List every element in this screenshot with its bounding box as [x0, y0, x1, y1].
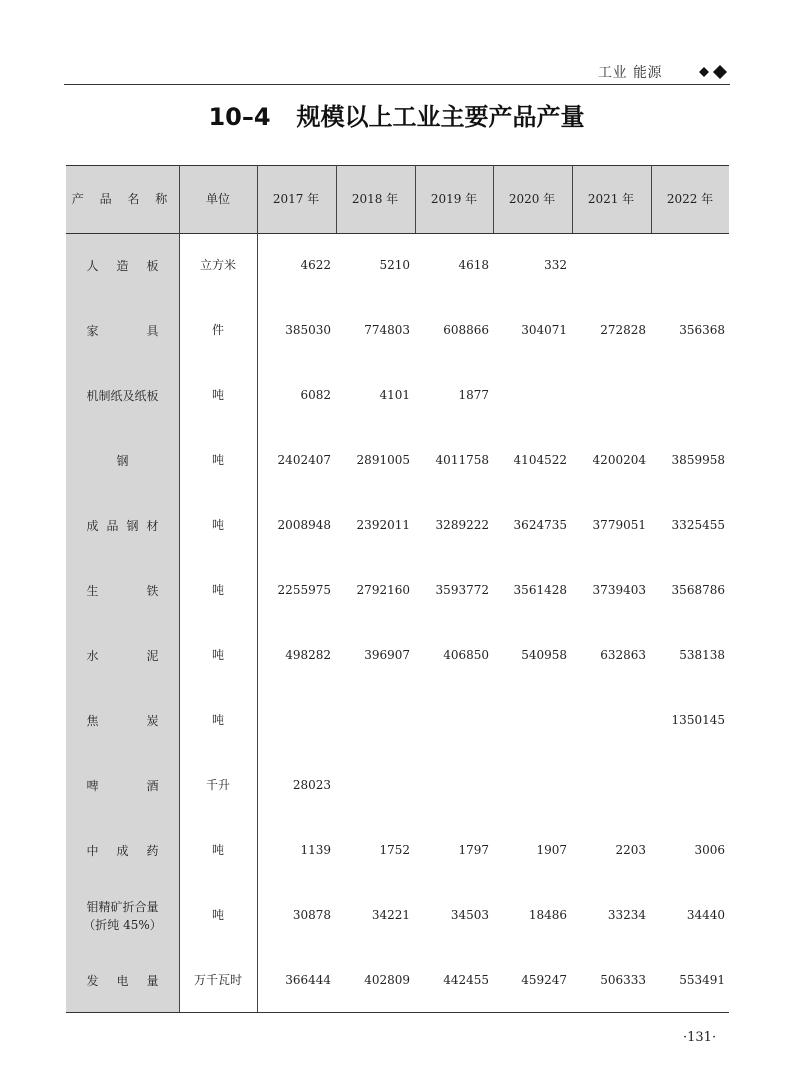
value-cell: 33234	[607, 908, 646, 922]
product-name-char: 量	[146, 974, 159, 988]
table-row	[66, 233, 729, 298]
value-cell: 304071	[521, 323, 567, 337]
value-cell: 34440	[686, 908, 725, 922]
value-cell: 402809	[364, 973, 410, 987]
product-name-char: 电	[116, 974, 129, 988]
product-name-char: 发	[86, 974, 99, 988]
product-name-char: 成	[116, 844, 129, 858]
unit-cell: 吨	[211, 583, 224, 597]
value-cell: 406850	[443, 648, 489, 662]
value-cell: 2792160	[356, 583, 410, 597]
table-row	[66, 883, 729, 948]
unit-cell: 立方米	[199, 258, 236, 272]
table-row	[66, 493, 729, 558]
value-cell: 4618	[458, 258, 489, 272]
value-cell: 553491	[679, 973, 725, 987]
table-row	[66, 948, 729, 1013]
product-name-cell	[66, 233, 179, 298]
value-cell	[572, 688, 650, 753]
value-cell: 4622	[300, 258, 331, 272]
value-cell: 498282	[285, 648, 331, 662]
header-rule	[64, 84, 730, 85]
value-cell: 4104522	[513, 453, 567, 467]
table-row	[66, 753, 729, 818]
product-name-cell	[66, 948, 179, 1013]
product-name-cell	[66, 883, 179, 948]
header-unit: 单位	[205, 192, 230, 206]
value-cell	[415, 688, 493, 753]
unit-cell: 件	[211, 323, 224, 337]
value-cell: 3561428	[513, 583, 567, 597]
value-cell: 2392011	[356, 518, 410, 532]
value-cell: 3739403	[592, 583, 646, 597]
table-row	[66, 623, 729, 688]
product-name-char: 生	[86, 584, 99, 598]
product-name-char: 造	[116, 259, 129, 273]
product-name-char: 铁	[146, 584, 159, 598]
value-cell	[493, 363, 571, 428]
unit-cell: 吨	[211, 388, 224, 402]
value-cell: 1139	[300, 843, 331, 857]
value-cell	[651, 363, 729, 428]
value-cell: 366444	[285, 973, 331, 987]
header-year: 2017 年	[272, 192, 320, 206]
product-name-cell	[66, 558, 179, 623]
value-cell: 6082	[300, 388, 331, 402]
value-cell: 1752	[379, 843, 410, 857]
value-cell	[572, 363, 650, 428]
product-name-char: 具	[146, 324, 159, 338]
value-cell: 459247	[521, 973, 567, 987]
unit-cell: 吨	[211, 908, 224, 922]
product-name-cell	[66, 363, 179, 428]
product-name: 钢	[116, 454, 129, 468]
value-cell: 3006	[694, 843, 725, 857]
value-cell	[257, 688, 335, 753]
value-cell	[572, 233, 650, 298]
value-cell: 1350145	[671, 713, 725, 727]
table-number: 10–4	[208, 103, 271, 131]
value-cell: 28023	[292, 778, 331, 792]
table-row	[66, 363, 729, 428]
product-name-char: 药	[146, 844, 159, 858]
value-cell: 18486	[528, 908, 567, 922]
value-cell: 272828	[600, 323, 646, 337]
product-name-char: 板	[146, 259, 159, 273]
product-name-cell	[66, 753, 179, 818]
product-name: 机制纸及纸板	[86, 389, 159, 403]
value-cell: 332	[544, 258, 567, 272]
product-name-cell	[66, 298, 179, 363]
product-name-char: 材	[146, 519, 159, 533]
value-cell: 396907	[364, 648, 410, 662]
product-name-char: 中	[86, 844, 99, 858]
unit-cell: 吨	[211, 648, 224, 662]
value-cell: 5210	[379, 258, 410, 272]
value-cell: 356368	[679, 323, 725, 337]
value-cell: 2255975	[277, 583, 331, 597]
value-cell: 3289222	[435, 518, 489, 532]
product-name-cell	[66, 688, 179, 753]
unit-cell: 吨	[211, 843, 224, 857]
value-cell: 540958	[521, 648, 567, 662]
page-title	[0, 97, 793, 132]
value-cell: 30878	[292, 908, 331, 922]
diamond-pair-icon	[699, 64, 731, 80]
value-cell	[572, 753, 650, 818]
value-cell: 3568786	[671, 583, 725, 597]
product-name-line: 钼精矿折合量	[86, 899, 159, 914]
value-cell: 3779051	[592, 518, 646, 532]
value-cell: 608866	[443, 323, 489, 337]
table-row	[66, 298, 729, 363]
unit-cell: 万千瓦时	[193, 973, 242, 987]
product-name-char: 钢	[126, 519, 139, 533]
value-cell: 2008948	[277, 518, 331, 532]
unit-cell: 吨	[211, 453, 224, 467]
product-name-cell	[66, 428, 179, 493]
value-cell: 2891005	[356, 453, 410, 467]
value-cell: 1877	[458, 388, 489, 402]
value-cell: 4101	[379, 388, 410, 402]
unit-cell: 千升	[205, 778, 230, 792]
value-cell: 442455	[443, 973, 489, 987]
value-cell: 2203	[615, 843, 646, 857]
product-name-char: 品	[106, 519, 119, 533]
value-cell: 3593772	[435, 583, 489, 597]
product-name-char: 啤	[86, 779, 99, 793]
header-year: 2019 年	[430, 192, 478, 206]
table-row	[66, 818, 729, 883]
value-cell: 506333	[600, 973, 646, 987]
page-number: ·131·	[683, 1030, 717, 1045]
running-header-part1: 工业	[598, 65, 627, 81]
running-header-part2: 能源	[633, 65, 662, 81]
running-header-section	[598, 62, 662, 82]
value-cell: 632863	[600, 648, 646, 662]
unit-cell: 吨	[211, 518, 224, 532]
product-name-char: 成	[86, 519, 99, 533]
header-year: 2022 年	[666, 192, 714, 206]
value-cell: 1907	[536, 843, 567, 857]
value-cell	[651, 233, 729, 298]
value-cell: 2402407	[277, 453, 331, 467]
value-cell: 774803	[364, 323, 410, 337]
value-cell: 34503	[450, 908, 489, 922]
product-name-char: 水	[86, 649, 99, 663]
product-name-char: 酒	[146, 779, 159, 793]
product-name-char: 炭	[146, 714, 159, 728]
value-cell: 1797	[458, 843, 489, 857]
unit-cell: 吨	[211, 713, 224, 727]
value-cell: 3859958	[671, 453, 725, 467]
value-cell	[415, 753, 493, 818]
value-cell	[336, 753, 414, 818]
product-name-cell	[66, 818, 179, 883]
value-cell	[336, 688, 414, 753]
value-cell	[651, 753, 729, 818]
value-cell	[493, 688, 571, 753]
header-year: 2020 年	[508, 192, 556, 206]
value-cell: 3325455	[671, 518, 725, 532]
product-name-char: 泥	[146, 649, 159, 663]
header-year: 2021 年	[587, 192, 635, 206]
value-cell: 385030	[285, 323, 331, 337]
table-row	[66, 558, 729, 623]
table-row	[66, 688, 729, 753]
product-name-cell	[66, 493, 179, 558]
value-cell: 538138	[679, 648, 725, 662]
product-name-line: （折纯 45%）	[83, 917, 162, 932]
value-cell: 34221	[371, 908, 410, 922]
header-product-name: 产 品 名 称	[71, 192, 174, 206]
header-year: 2018 年	[351, 192, 399, 206]
product-name-char: 家	[86, 324, 99, 338]
product-name-cell	[66, 623, 179, 688]
value-cell: 4011758	[435, 453, 489, 467]
value-cell: 4200204	[592, 453, 646, 467]
value-cell: 3624735	[513, 518, 567, 532]
table-title: 规模以上工业主要产品产量	[296, 103, 585, 131]
value-cell	[493, 753, 571, 818]
product-name-char: 人	[86, 259, 99, 273]
table-row	[66, 428, 729, 493]
product-name-char: 焦	[86, 714, 99, 728]
